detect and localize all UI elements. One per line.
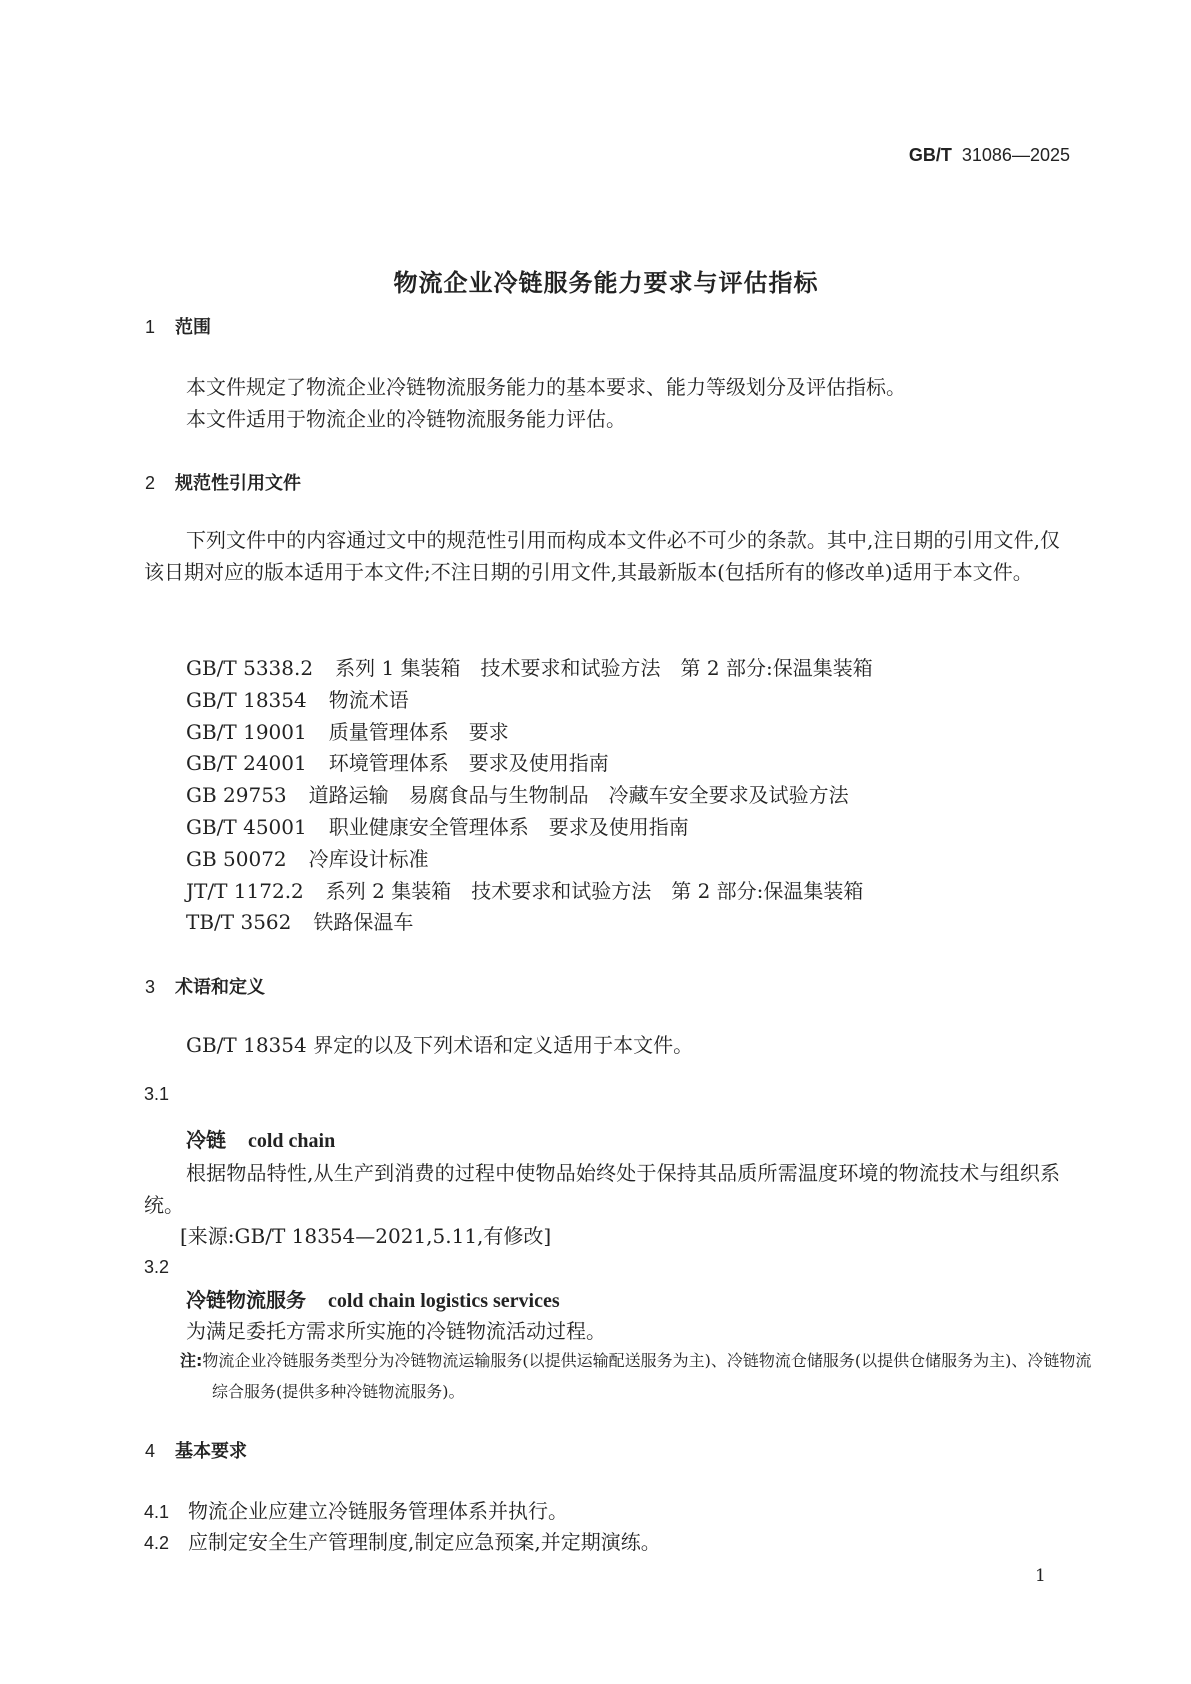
document-title: 物流企业冷链服务能力要求与评估指标	[393, 269, 819, 297]
paragraph: GB/T 18354 界定的以及下列术语和定义适用于本文件。	[186, 1033, 694, 1057]
reference-item	[186, 655, 873, 681]
section-2-heading	[145, 470, 301, 497]
reference-title: 铁路保温车	[313, 910, 414, 935]
reference-code: GB/T 45001	[186, 815, 307, 839]
clause-item	[144, 1498, 568, 1525]
clause-number: 4.1	[144, 1502, 170, 1522]
section-title: 基本要求	[175, 1441, 247, 1462]
paragraph: 本文件适用于物流企业的冷链物流服务能力评估。	[186, 407, 626, 431]
reference-title: 物流术语	[328, 687, 409, 712]
term-en: cold chain	[248, 1130, 336, 1152]
reference-title: 系列 2 集装箱 技术要求和试验方法 第 2 部分:保温集装箱	[325, 878, 864, 903]
term-definition: 根据物品特性,从生产到消费的过程中使物品始终处于保持其品质所需温度环境的物流技术与组织系统。	[144, 1161, 1060, 1217]
reference-item	[186, 878, 863, 904]
reference-item	[186, 846, 429, 872]
section-number: 3	[145, 977, 156, 997]
section-title: 规范性引用文件	[175, 473, 301, 494]
code-number: 31086—2025	[961, 145, 1070, 165]
term-number: 3.2	[144, 1257, 170, 1277]
reference-title: 系列 1 集装箱 技术要求和试验方法 第 2 部分:保温集装箱	[335, 656, 873, 680]
reference-item	[186, 719, 509, 745]
reference-code: GB 29753	[186, 783, 287, 808]
paragraph: 下列文件中的内容通过文中的规范性引用而构成本文件必不可少的条款。其中,注日期的引用文件,仅该日期对应的版本适用于本文件;不注日期的引用文件,其最新版本(包括所有的修改单)适用于本文件。	[144, 528, 1060, 584]
term-source: [来源:GB/T 18354—2021,5.11,有修改]	[180, 1224, 552, 1248]
term-number: 3.1	[144, 1084, 170, 1104]
section-title: 范围	[175, 317, 211, 338]
clause-item	[144, 1529, 661, 1556]
reference-code: GB/T 18354	[186, 687, 307, 712]
section-1-heading	[145, 314, 211, 341]
page-number: 1	[1035, 1566, 1046, 1586]
reference-code: GB/T 5338.2	[186, 656, 314, 680]
document-code	[909, 142, 1070, 168]
section-number: 4	[145, 1441, 156, 1461]
term-zh: 冷链	[186, 1128, 226, 1152]
note-label: 注:	[180, 1351, 203, 1370]
reference-title: 环境管理体系 要求及使用指南	[328, 751, 609, 776]
section-number: 1	[145, 317, 156, 337]
reference-item	[186, 814, 689, 840]
section-number: 2	[145, 473, 156, 493]
reference-title: 道路运输 易腐食品与生物制品 冷藏车安全要求及试验方法	[308, 783, 849, 808]
section-4-heading	[145, 1438, 247, 1465]
reference-code: GB/T 19001	[186, 719, 307, 744]
term-heading	[186, 1287, 560, 1314]
clause-text: 物流企业应建立冷链服务管理体系并执行。	[188, 1499, 568, 1523]
reference-code: TB/T 3562	[186, 910, 292, 935]
reference-title: 冷库设计标准	[308, 846, 429, 871]
clause-number: 4.2	[144, 1533, 170, 1553]
clause-text: 应制定安全生产管理制度,制定应急预案,并定期演练。	[188, 1530, 661, 1554]
reference-code: GB 50072	[186, 846, 287, 871]
paragraph: 本文件规定了物流企业冷链物流服务能力的基本要求、能力等级划分及评估指标。	[186, 375, 906, 399]
reference-title: 质量管理体系 要求	[328, 719, 509, 744]
reference-title: 职业健康安全管理体系 要求及使用指南	[328, 815, 689, 839]
term-zh: 冷链物流服务	[186, 1288, 306, 1312]
term-en: cold chain logistics services	[328, 1290, 560, 1312]
reference-item	[186, 687, 409, 713]
reference-item	[186, 782, 849, 808]
section-title: 术语和定义	[175, 977, 265, 998]
term-heading	[186, 1127, 335, 1154]
note	[180, 1345, 1092, 1407]
note-text: 物流企业冷链服务类型分为冷链物流运输服务(以提供运输配送服务为主)、冷链物流仓储服务(以提供仓储服务为主)、冷链物流综合服务(提供多种冷链物流服务)。	[202, 1351, 1092, 1401]
section-3-heading	[145, 974, 265, 1001]
reference-item	[186, 909, 413, 935]
reference-code: GB/T 24001	[186, 751, 307, 776]
reference-item	[186, 750, 609, 776]
reference-code: JT/T 1172.2	[186, 878, 304, 903]
code-prefix: GB/T	[908, 145, 952, 165]
term-definition: 为满足委托方需求所实施的冷链物流活动过程。	[186, 1319, 606, 1343]
